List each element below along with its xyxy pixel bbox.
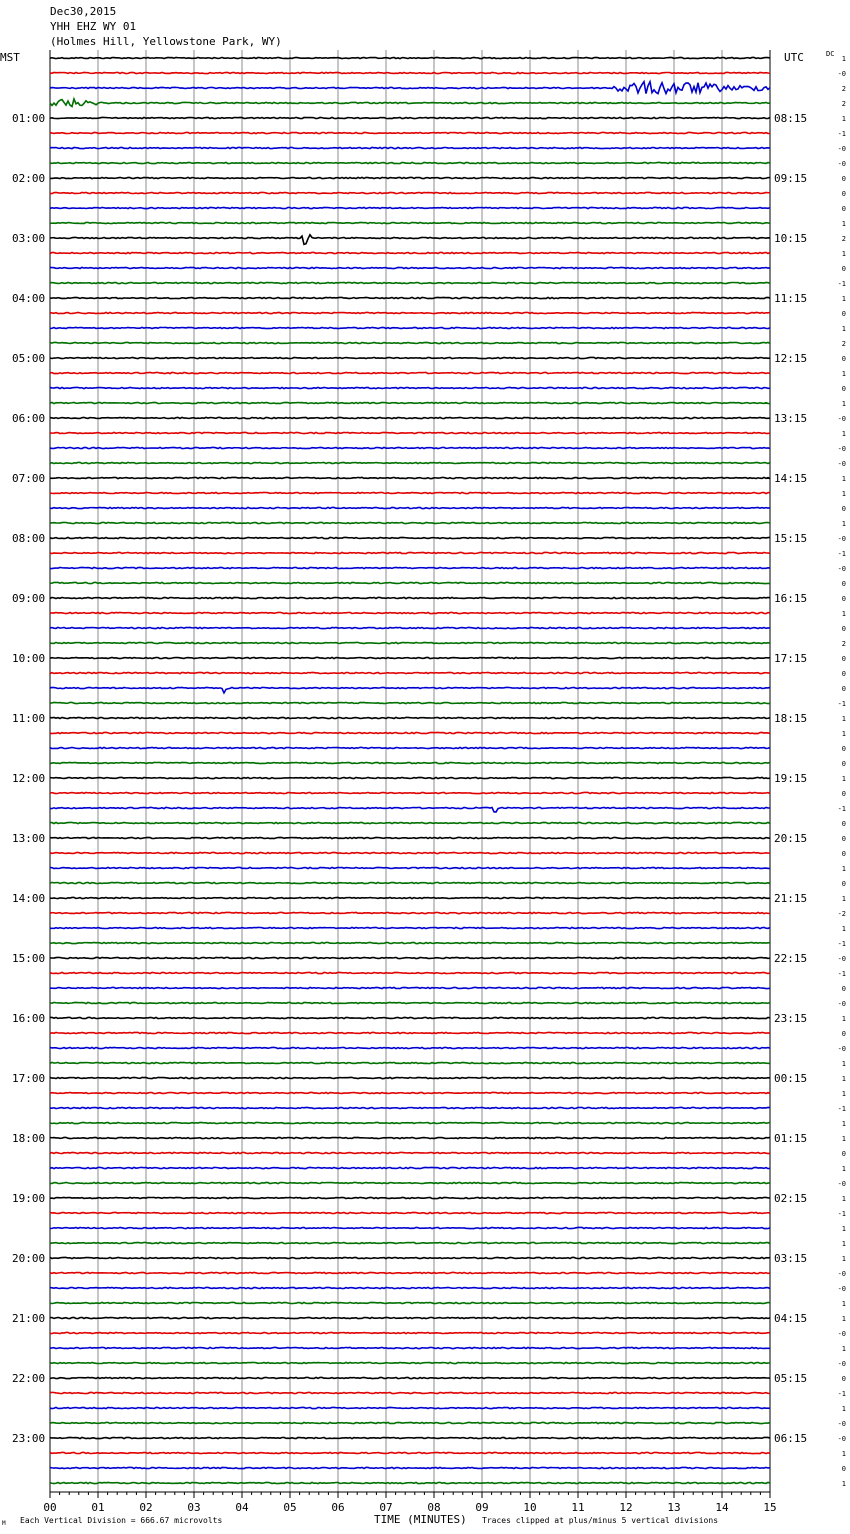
mst-hour-label: 21:00 [12,1312,46,1325]
trace-line [50,1167,770,1168]
trace-line [50,552,770,553]
trace-line [50,1317,770,1318]
x-tick-label: 02 [139,1501,153,1514]
trace-line [50,522,770,523]
trace-line [50,372,770,373]
dc-offset-label: -1 [837,700,846,708]
trace-line [50,1407,770,1408]
utc-hour-label: 15:15 [774,532,808,545]
dc-offset-label: 1 [841,1225,846,1233]
trace-line [50,492,770,493]
dc-offset-label: 0 [841,595,846,603]
x-tick-label: 06 [331,1501,345,1514]
dc-offset-label: 1 [841,895,846,903]
mst-hour-label: 06:00 [12,412,46,425]
dc-offset-label: 1 [841,1255,846,1263]
trace-group [50,57,770,1483]
mst-hour-label: 10:00 [12,652,46,665]
x-tick-label: 01 [91,1501,105,1514]
mst-hour-label: 04:00 [12,292,46,305]
trace-line [50,912,770,913]
trace-line [50,747,770,748]
trace-line [50,1392,770,1393]
station-code: YHH EHZ WY 01 [50,20,137,33]
dc-offset-label: -1 [837,280,846,288]
dc-offset-label: 0 [841,985,846,993]
trace-line [50,807,770,812]
utc-hour-label: 05:15 [774,1372,808,1385]
dc-offset-label: -0 [837,1360,846,1368]
dc-offset-label: 0 [841,385,846,393]
dc-offset-label: 0 [841,505,846,513]
x-tick-label: 15 [763,1501,777,1514]
dc-offset-label: 1 [841,430,846,438]
dc-offset-label: -1 [837,1390,846,1398]
dc-column-label: DC [826,50,835,58]
dc-offset-label: -0 [837,535,846,543]
dc-offset-label: -1 [837,805,846,813]
trace-line [50,1287,770,1288]
mst-hour-label: 22:00 [12,1372,46,1385]
dc-offset-label: 0 [841,760,846,768]
utc-hour-label: 02:15 [774,1192,808,1205]
dc-offset-label: 1 [841,1165,846,1173]
x-tick-label: 09 [475,1501,489,1514]
dc-offset-label: -1 [837,1210,846,1218]
dc-offset-label: 0 [841,310,846,318]
trace-line [50,1452,770,1453]
dc-offset-label: 1 [841,1135,846,1143]
dc-offset-label: 1 [841,775,846,783]
trace-line [50,297,770,298]
mst-hour-label: 19:00 [12,1192,46,1205]
trace-line [50,1032,770,1033]
utc-hour-label: 14:15 [774,472,808,485]
mst-hour-label: 01:00 [12,112,46,125]
utc-hour-label: 00:15 [774,1072,808,1085]
trace-line [50,1212,770,1213]
dc-offset-label: -0 [837,415,846,423]
trace-line [50,597,770,598]
dc-offset-label: 1 [841,520,846,528]
trace-line [50,1047,770,1048]
dc-offset-label: -0 [837,1045,846,1053]
trace-line [50,1257,770,1258]
x-tick-label: 12 [619,1501,633,1514]
utc-hour-label: 03:15 [774,1252,808,1265]
mst-hour-label: 13:00 [12,832,46,845]
trace-line [50,777,770,778]
trace-line [50,927,770,928]
dc-offset-label: 1 [841,370,846,378]
utc-hour-label: 22:15 [774,952,808,965]
utc-hour-label: 09:15 [774,172,808,185]
trace-line [50,987,770,988]
trace-line [50,1197,770,1198]
dc-offset-label: 1 [841,490,846,498]
mst-hour-label: 11:00 [12,712,46,725]
trace-line [50,312,770,313]
dc-offset-label: -0 [837,145,846,153]
dc-offset-label: -0 [837,160,846,168]
dc-offset-label: 0 [841,880,846,888]
x-axis-title: TIME (MINUTES) [374,1513,467,1526]
dc-offset-label: 1 [841,715,846,723]
recording-date: Dec30,2015 [50,5,117,18]
x-tick-label: 05 [283,1501,297,1514]
trace-line [50,1002,770,1003]
dc-offset-label: -0 [837,1285,846,1293]
trace-line [50,942,770,943]
utc-hour-label: 17:15 [774,652,808,665]
trace-line [50,1482,770,1483]
trace-line [50,235,770,245]
dc-offset-label: 1 [841,475,846,483]
dc-offset-label: -0 [837,1180,846,1188]
trace-line [50,82,770,94]
dc-offset-label: 1 [841,1090,846,1098]
utc-hour-label: 08:15 [774,112,808,125]
dc-offset-label: 1 [841,1315,846,1323]
dc-offset-label: 1 [841,1060,846,1068]
dc-offset-label: -1 [837,550,846,558]
mst-hour-label: 02:00 [12,172,46,185]
dc-offset-label: -0 [837,70,846,78]
left-timezone-label: MST [0,51,20,64]
x-tick-label: 08 [427,1501,441,1514]
dc-offset-label: -0 [837,1435,846,1443]
dc-offset-label: -2 [837,910,846,918]
trace-line [50,627,770,628]
dc-offset-label: 1 [841,1300,846,1308]
right-timezone-label: UTC [784,51,804,64]
utc-hour-label: 21:15 [774,892,808,905]
dc-offset-label: 1 [841,1195,846,1203]
trace-line [50,897,770,898]
mst-hour-label: 15:00 [12,952,46,965]
dc-offset-label: 2 [841,640,846,648]
dc-offset-label: 0 [841,175,846,183]
dc-offset-label: 2 [841,340,846,348]
trace-line [50,867,770,868]
utc-hour-label: 01:15 [774,1132,808,1145]
dc-offset-label: 1 [841,1015,846,1023]
trace-line [50,882,770,883]
dc-offset-label: -1 [837,130,846,138]
dc-offset-label: 1 [841,865,846,873]
trace-line [50,1422,770,1423]
dc-offset-label: 1 [841,1345,846,1353]
trace-line [50,1272,770,1273]
trace-line [50,1122,770,1123]
dc-offset-label: 0 [841,1465,846,1473]
dc-offset-label: 2 [841,235,846,243]
dc-offset-label: -1 [837,970,846,978]
mst-hour-label: 20:00 [12,1252,46,1265]
trace-line [50,717,770,718]
dc-offset-label: 0 [841,655,846,663]
trace-line [50,762,770,763]
dc-offset-label: 1 [841,1405,846,1413]
mst-hour-label: 03:00 [12,232,46,245]
dc-offset-label: -1 [837,940,846,948]
scale-note: Each Vertical Division = 666.67 microvolts [20,1516,223,1525]
dc-offset-label: 1 [841,925,846,933]
trace-line [50,792,770,793]
dc-offset-label: -0 [837,1000,846,1008]
utc-hour-label: 04:15 [774,1312,808,1325]
utc-hour-label: 10:15 [774,232,808,245]
mst-hour-label: 17:00 [12,1072,46,1085]
dc-offset-label: 0 [841,355,846,363]
dc-offset-label: -0 [837,1420,846,1428]
x-tick-label: 13 [667,1501,681,1514]
dc-offset-label: 1 [841,220,846,228]
trace-line [50,462,770,463]
dc-offset-label: 1 [841,1240,846,1248]
dc-offset-label: -0 [837,460,846,468]
label-group [12,55,846,1514]
dc-offset-label: 0 [841,205,846,213]
x-tick-label: 00 [43,1501,57,1514]
trace-line [50,1107,770,1108]
dc-offset-label: 1 [841,1450,846,1458]
x-tick-label: 14 [715,1501,729,1514]
x-tick-label: 04 [235,1501,249,1514]
utc-hour-label: 12:15 [774,352,808,365]
dc-offset-label: 1 [841,115,846,123]
trace-line [50,477,770,478]
dc-offset-label: -0 [837,565,846,573]
dc-offset-label: 0 [841,745,846,753]
trace-line [50,1377,770,1378]
mst-hour-label: 18:00 [12,1132,46,1145]
utc-hour-label: 16:15 [774,592,808,605]
trace-line [50,642,770,643]
trace-line [50,267,770,268]
trace-line [50,1152,770,1153]
trace-line [50,537,770,538]
trace-line [50,252,770,253]
trace-line [50,1302,770,1303]
dc-offset-label: 0 [841,265,846,273]
dc-offset-label: 2 [841,100,846,108]
dc-offset-label: 0 [841,835,846,843]
trace-line [50,972,770,973]
trace-line [50,117,770,118]
x-tick-label: 11 [571,1501,585,1514]
dc-offset-label: 1 [841,1120,846,1128]
trace-line [50,837,770,838]
trace-line [50,132,770,133]
trace-line [50,327,770,328]
trace-line [50,1347,770,1348]
trace-line [50,1437,770,1438]
trace-line [50,57,770,58]
trace-line [50,207,770,208]
trace-line [50,342,770,343]
mst-hour-label: 14:00 [12,892,46,905]
dc-offset-label: 0 [841,1150,846,1158]
trace-line [50,147,770,148]
trace-line [50,657,770,658]
dc-offset-label: -0 [837,445,846,453]
x-tick-label: 07 [379,1501,393,1514]
utc-hour-label: 18:15 [774,712,808,725]
trace-line [50,1017,770,1018]
utc-hour-label: 19:15 [774,772,808,785]
trace-line [50,852,770,853]
trace-line [50,1137,770,1138]
dc-offset-label: 0 [841,820,846,828]
dc-offset-label: 1 [841,1075,846,1083]
trace-line [50,1332,770,1333]
dc-offset-label: 1 [841,610,846,618]
trace-line [50,1062,770,1063]
trace-line [50,1467,770,1468]
dc-offset-label: 2 [841,85,846,93]
dc-offset-label: -1 [837,1105,846,1113]
trace-line [50,282,770,283]
dc-offset-label: 1 [841,325,846,333]
station-location: (Holmes Hill, Yellowstone Park, WY) [50,35,282,48]
trace-line [50,72,770,73]
mst-hour-label: 16:00 [12,1012,46,1025]
dc-offset-label: 0 [841,670,846,678]
clip-note: Traces clipped at plus/minus 5 vertical divisions [482,1516,719,1525]
dc-offset-label: -0 [837,955,846,963]
trace-line [50,99,770,106]
trace-line [50,192,770,193]
utc-hour-label: 23:15 [774,1012,808,1025]
trace-line [50,957,770,958]
utc-hour-label: 06:15 [774,1432,808,1445]
dc-offset-label: 0 [841,1375,846,1383]
trace-line [50,672,770,673]
trace-line [50,567,770,568]
trace-line [50,177,770,178]
utc-hour-label: 11:15 [774,292,808,305]
utc-hour-label: 20:15 [774,832,808,845]
dc-offset-label: 1 [841,250,846,258]
trace-line [50,507,770,508]
dc-offset-label: 0 [841,625,846,633]
dc-offset-label: 0 [841,580,846,588]
trace-line [50,447,770,448]
mst-hour-label: 23:00 [12,1432,46,1445]
dc-offset-label: 1 [841,730,846,738]
dc-offset-label: 1 [841,1480,846,1488]
utc-hour-label: 13:15 [774,412,808,425]
dc-offset-label: 0 [841,850,846,858]
corner-mark: M [2,1520,6,1527]
trace-line [50,432,770,433]
trace-line [50,1092,770,1093]
trace-line [50,687,770,693]
dc-offset-label: 1 [841,295,846,303]
mst-hour-label: 05:00 [12,352,46,365]
dc-offset-label: 0 [841,685,846,693]
mst-hour-label: 09:00 [12,592,46,605]
dc-offset-label: 1 [841,400,846,408]
dc-offset-label: 0 [841,790,846,798]
trace-line [50,1362,770,1363]
trace-line [50,222,770,223]
dc-offset-label: 0 [841,190,846,198]
trace-line [50,582,770,583]
trace-line [50,732,770,733]
dc-offset-label: 1 [841,55,846,63]
dc-offset-label: -0 [837,1330,846,1338]
x-tick-label: 03 [187,1501,201,1514]
trace-line [50,1182,770,1183]
trace-line [50,612,770,613]
trace-line [50,1242,770,1243]
trace-line [50,162,770,163]
trace-line [50,417,770,418]
trace-line [50,402,770,403]
mst-hour-label: 12:00 [12,772,46,785]
trace-line [50,1227,770,1228]
trace-line [50,1077,770,1078]
trace-line [50,702,770,703]
mst-hour-label: 08:00 [12,532,46,545]
trace-line [50,822,770,823]
dc-offset-label: -0 [837,1270,846,1278]
mst-hour-label: 07:00 [12,472,46,485]
dc-offset-label: 0 [841,1030,846,1038]
trace-line [50,357,770,358]
trace-line [50,387,770,388]
x-tick-label: 10 [523,1501,537,1514]
